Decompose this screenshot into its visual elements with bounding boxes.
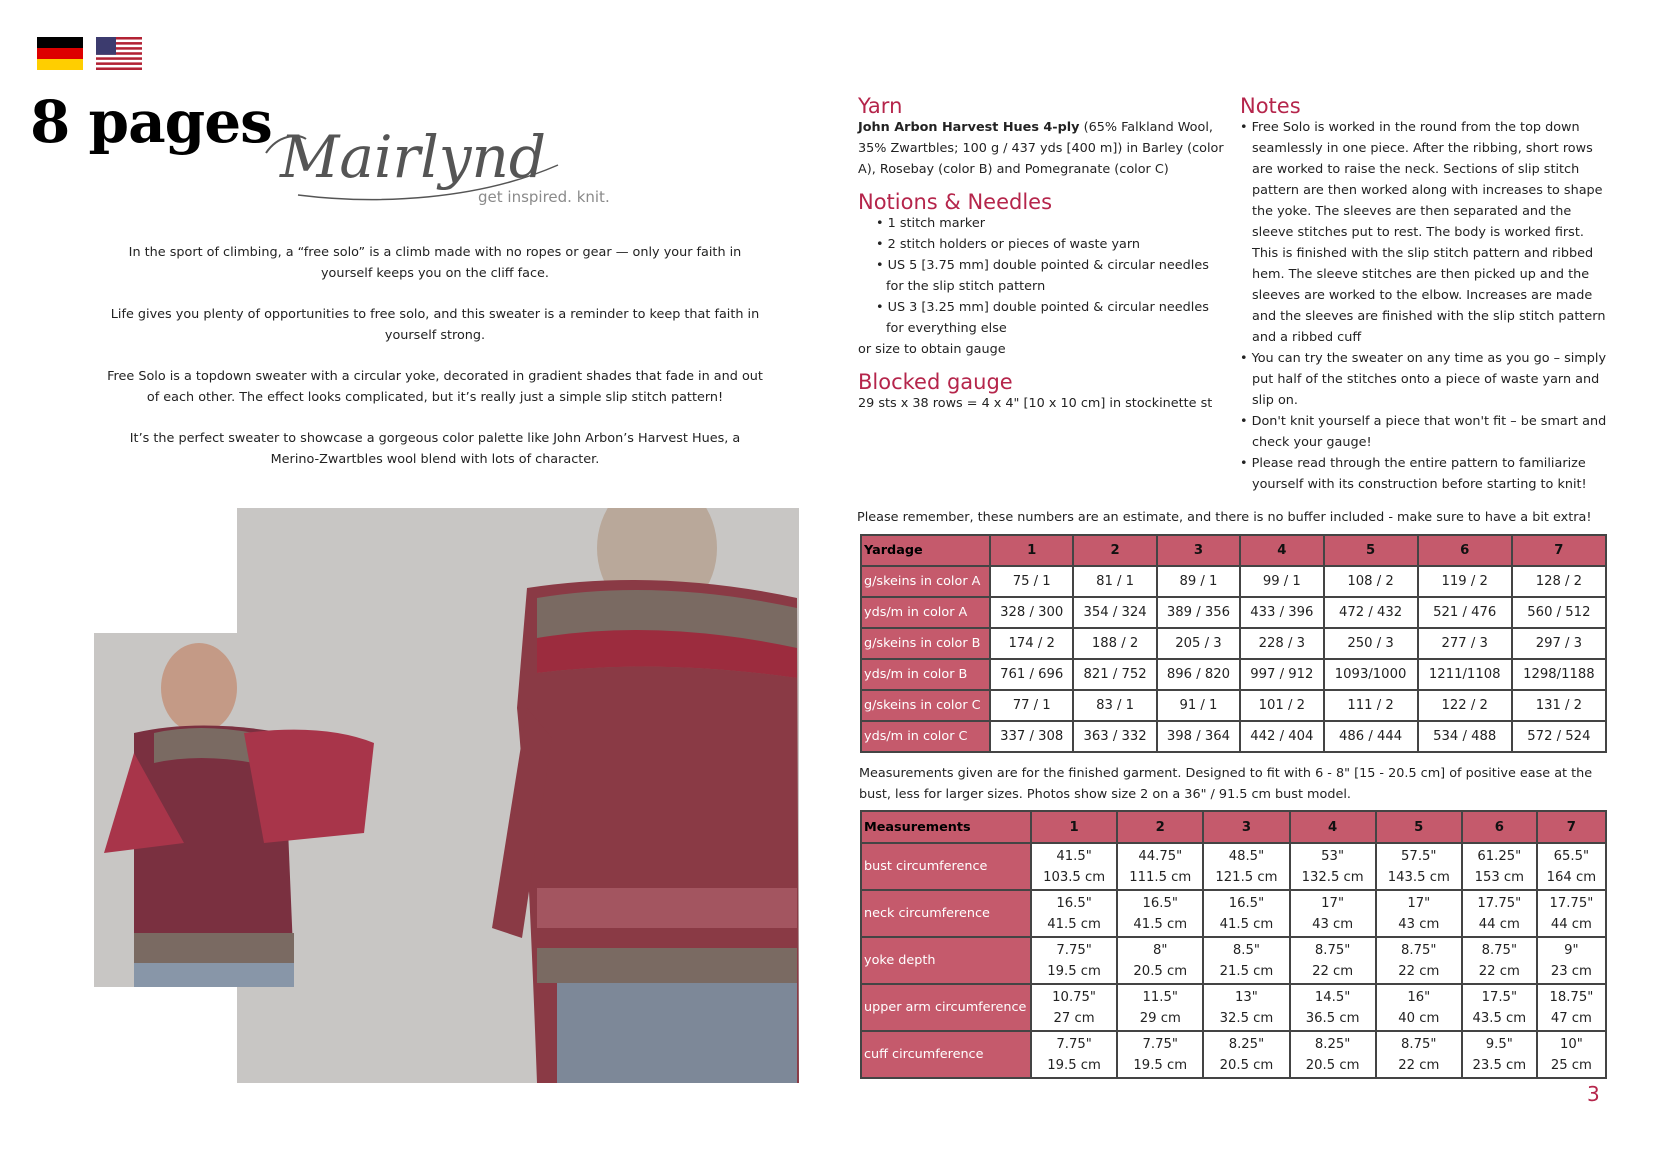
notions-heading: Notions & Needles xyxy=(858,190,1053,214)
table-cell: 277 / 3 xyxy=(1418,628,1512,659)
table-header-row xyxy=(861,811,1606,843)
table-cell xyxy=(1462,984,1537,1031)
row-label: yoke depth xyxy=(861,937,1031,984)
table-row xyxy=(861,690,1606,721)
table-cell xyxy=(1462,1031,1537,1078)
table-cell: 1298/1188 xyxy=(1512,659,1606,690)
table-row xyxy=(861,566,1606,597)
table-header-cell: 4 xyxy=(1240,535,1323,566)
table-cell: 572 / 524 xyxy=(1512,721,1606,752)
value-cm: 111.5 cm xyxy=(1129,869,1192,885)
table-cell xyxy=(1537,937,1606,984)
table-cell: 761 / 696 xyxy=(990,659,1073,690)
table-header-cell: 5 xyxy=(1376,811,1462,843)
value-cm: 23 cm xyxy=(1550,963,1592,979)
table-cell xyxy=(1376,937,1462,984)
table-cell: 99 / 1 xyxy=(1240,566,1323,597)
value-inches: 8.75" xyxy=(1401,1036,1437,1052)
value-inches: 16" xyxy=(1407,989,1431,1005)
notes-column xyxy=(1240,96,1610,495)
note-item: • Free Solo is worked in the round from the top down seamlessly in one piece. After the ribbing, short rows are worked to raise the neck. Sections of slip stitch pattern are then worked along with increases to shape the yoke. The sleeves are then separated and the sleeve stitches put to rest. The body is worked first. This is finished with the slip stitch pattern and ribbed hem. The sleeve stitches are then picked up and the sleeves are worked to the elbow. Increases are made and the sleeves are finished with the slip stitch pattern and a ribbed cuff xyxy=(1240,120,1606,345)
table-cell: 122 / 2 xyxy=(1418,690,1512,721)
value-inches: 10" xyxy=(1559,1036,1583,1052)
table-cell: 560 / 512 xyxy=(1512,597,1606,628)
table-header-cell: 1 xyxy=(990,535,1073,566)
table-cell xyxy=(1117,890,1203,937)
table-cell: 1211/1108 xyxy=(1418,659,1512,690)
table-cell xyxy=(1537,1031,1606,1078)
value-cm: 43 cm xyxy=(1398,916,1440,932)
table-cell: 77 / 1 xyxy=(990,690,1073,721)
value-inches: 8" xyxy=(1153,942,1168,958)
value-cm: 43 cm xyxy=(1312,916,1354,932)
table-cell: 128 / 2 xyxy=(1512,566,1606,597)
table-cell xyxy=(1031,984,1117,1031)
table-cell: 896 / 820 xyxy=(1157,659,1240,690)
table-cell xyxy=(1290,843,1376,890)
list-item: • US 3 [3.25 mm] double pointed & circular needles for everything else xyxy=(876,300,1209,336)
value-cm: 22 cm xyxy=(1478,963,1520,979)
table-cell: 250 / 3 xyxy=(1324,628,1418,659)
value-inches: 7.75" xyxy=(1056,942,1092,958)
table-header-cell: Measurements xyxy=(861,811,1031,843)
value-cm: 41.5 cm xyxy=(1219,916,1274,932)
gauge-text: 29 sts x 38 rows = 4 x 4" [10 x 10 cm] in stockinette st xyxy=(858,396,1213,411)
value-inches: 7.75" xyxy=(1142,1036,1178,1052)
table-header-cell: 1 xyxy=(1031,811,1117,843)
table-cell xyxy=(1031,1031,1117,1078)
value-inches: 11.5" xyxy=(1142,989,1178,1005)
table-cell: 389 / 356 xyxy=(1157,597,1240,628)
table-cell xyxy=(1117,937,1203,984)
materials-column xyxy=(858,96,1228,414)
notions-list xyxy=(876,213,1228,339)
table-cell: 91 / 1 xyxy=(1157,690,1240,721)
table-cell xyxy=(1462,843,1537,890)
value-cm: 23.5 cm xyxy=(1472,1057,1527,1073)
value-cm: 132.5 cm xyxy=(1301,869,1364,885)
table-header-cell: 6 xyxy=(1418,535,1512,566)
value-cm: 41.5 cm xyxy=(1133,916,1188,932)
table-header-cell: 5 xyxy=(1324,535,1418,566)
value-cm: 19.5 cm xyxy=(1133,1057,1188,1073)
intro-text xyxy=(105,242,765,490)
table-cell xyxy=(1537,843,1606,890)
value-inches: 16.5" xyxy=(1056,895,1092,911)
value-inches: 8.25" xyxy=(1228,1036,1265,1052)
list-item: • 1 stitch marker xyxy=(876,216,985,231)
row-label: yds/m in color C xyxy=(861,721,990,752)
value-inches: 9.5" xyxy=(1485,1036,1513,1052)
table-header-cell: 3 xyxy=(1203,811,1289,843)
table-cell xyxy=(1031,890,1117,937)
table-cell xyxy=(1031,843,1117,890)
table-cell: 89 / 1 xyxy=(1157,566,1240,597)
table-cell xyxy=(1290,890,1376,937)
table-cell: 997 / 912 xyxy=(1240,659,1323,690)
table-cell: 363 / 332 xyxy=(1073,721,1156,752)
table-cell xyxy=(1117,984,1203,1031)
notions-footer: or size to obtain gauge xyxy=(858,342,1006,357)
table-cell: 433 / 396 xyxy=(1240,597,1323,628)
value-inches: 8.25" xyxy=(1314,1036,1351,1052)
german-flag-icon[interactable] xyxy=(37,37,83,70)
table-cell xyxy=(1462,890,1537,937)
value-inches: 13" xyxy=(1235,989,1258,1005)
table-cell xyxy=(1203,890,1289,937)
table-cell: 297 / 3 xyxy=(1512,628,1606,659)
value-cm: 20.5 cm xyxy=(1133,963,1188,979)
value-inches: 18.75" xyxy=(1549,989,1594,1005)
table-cell: 108 / 2 xyxy=(1324,566,1418,597)
value-inches: 65.5" xyxy=(1553,848,1590,864)
value-cm: 21.5 cm xyxy=(1219,963,1274,979)
yarn-text xyxy=(858,117,1228,180)
gauge-heading: Blocked gauge xyxy=(858,370,1013,394)
table-cell: 131 / 2 xyxy=(1512,690,1606,721)
value-cm: 43.5 cm xyxy=(1472,1010,1527,1026)
table-row xyxy=(861,659,1606,690)
us-flag-icon[interactable] xyxy=(96,37,142,70)
list-item: • 2 stitch holders or pieces of waste yarn xyxy=(876,237,1141,252)
value-inches: 16.5" xyxy=(1142,895,1178,911)
row-label: g/skeins in color B xyxy=(861,628,990,659)
table-cell: 1093/1000 xyxy=(1324,659,1418,690)
table-cell xyxy=(1203,937,1289,984)
value-cm: 20.5 cm xyxy=(1305,1057,1360,1073)
table-cell xyxy=(1376,984,1462,1031)
note-item: • Don't knit yourself a piece that won't fit – be smart and check your gauge! xyxy=(1240,414,1607,450)
measurements-table xyxy=(860,810,1607,1079)
value-cm: 29 cm xyxy=(1139,1010,1181,1026)
value-inches: 8.75" xyxy=(1314,942,1351,958)
table-header-row xyxy=(861,535,1606,566)
value-cm: 121.5 cm xyxy=(1215,869,1278,885)
table-cell: 398 / 364 xyxy=(1157,721,1240,752)
table-cell xyxy=(1376,843,1462,890)
value-cm: 22 cm xyxy=(1398,1057,1440,1073)
table-cell xyxy=(1537,890,1606,937)
table-row xyxy=(861,937,1606,984)
value-inches: 16.5" xyxy=(1228,895,1265,911)
table-header-cell: 7 xyxy=(1537,811,1606,843)
value-inches: 53" xyxy=(1321,848,1345,864)
value-cm: 19.5 cm xyxy=(1047,963,1101,979)
value-cm: 19.5 cm xyxy=(1047,1057,1101,1073)
table-cell: 354 / 324 xyxy=(1073,597,1156,628)
note-item: • You can try the sweater on any time as you go – simply put half of the stitches onto a piece of waste yarn and slip on. xyxy=(1240,351,1607,408)
value-cm: 44 cm xyxy=(1550,916,1592,932)
table-cell xyxy=(1203,843,1289,890)
row-label: g/skeins in color C xyxy=(861,690,990,721)
table-cell xyxy=(1117,843,1203,890)
value-cm: 22 cm xyxy=(1312,963,1354,979)
notes-heading: Notes xyxy=(1240,94,1301,118)
table-cell: 442 / 404 xyxy=(1240,721,1323,752)
table-cell xyxy=(1376,1031,1462,1078)
value-inches: 8.75" xyxy=(1481,942,1518,958)
table-row xyxy=(861,890,1606,937)
row-label: bust circumference xyxy=(861,843,1031,890)
row-label: neck circumference xyxy=(861,890,1031,937)
table-cell xyxy=(1290,937,1376,984)
table-row xyxy=(861,597,1606,628)
intro-paragraph: Free Solo is a topdown sweater with a circular yoke, decorated in gradient shades that fade in and out of each other. The effect looks complicated, but it’s really just a simple slip stitch pattern! xyxy=(107,369,763,405)
value-inches: 41.5" xyxy=(1056,848,1092,864)
value-inches: 9" xyxy=(1564,942,1579,958)
table-row xyxy=(861,984,1606,1031)
value-inches: 61.25" xyxy=(1477,848,1522,864)
table-cell xyxy=(1462,937,1537,984)
value-cm: 164 cm xyxy=(1546,869,1597,885)
yardage-table xyxy=(860,534,1607,753)
table-cell xyxy=(1537,984,1606,1031)
table-cell: 534 / 488 xyxy=(1418,721,1512,752)
value-inches: 17" xyxy=(1407,895,1431,911)
row-label: upper arm circumference xyxy=(861,984,1031,1031)
table-cell: 119 / 2 xyxy=(1418,566,1512,597)
table-cell xyxy=(1203,1031,1289,1078)
table-row xyxy=(861,628,1606,659)
row-label: g/skeins in color A xyxy=(861,566,990,597)
table-cell: 188 / 2 xyxy=(1073,628,1156,659)
value-inches: 17.75" xyxy=(1549,895,1594,911)
table-cell: 205 / 3 xyxy=(1157,628,1240,659)
value-cm: 27 cm xyxy=(1053,1010,1095,1026)
value-inches: 48.5" xyxy=(1228,848,1265,864)
svg-text:Mairlynd: Mairlynd xyxy=(280,123,547,191)
row-label: cuff circumference xyxy=(861,1031,1031,1078)
table-header-cell: 3 xyxy=(1157,535,1240,566)
intro-paragraph: In the sport of climbing, a “free solo” is a climb made with no ropes or gear — only your faith in yourself keeps you on the cliff face. xyxy=(128,245,742,281)
value-cm: 47 cm xyxy=(1550,1010,1592,1026)
value-cm: 44 cm xyxy=(1478,916,1520,932)
value-cm: 36.5 cm xyxy=(1305,1010,1360,1026)
value-cm: 103.5 cm xyxy=(1043,869,1106,885)
value-inches: 57.5" xyxy=(1401,848,1437,864)
value-cm: 143.5 cm xyxy=(1387,869,1450,885)
yarn-heading: Yarn xyxy=(858,94,903,118)
table-header-cell: 4 xyxy=(1290,811,1376,843)
value-cm: 40 cm xyxy=(1398,1010,1440,1026)
table-header-cell: 6 xyxy=(1462,811,1537,843)
table-cell xyxy=(1290,984,1376,1031)
table-cell: 111 / 2 xyxy=(1324,690,1418,721)
value-inches: 8.5" xyxy=(1232,942,1260,958)
value-inches: 8.75" xyxy=(1401,942,1437,958)
table-cell: 472 / 432 xyxy=(1324,597,1418,628)
table-cell: 228 / 3 xyxy=(1240,628,1323,659)
table-cell: 75 / 1 xyxy=(990,566,1073,597)
table-cell xyxy=(1203,984,1289,1031)
value-inches: 17.5" xyxy=(1481,989,1518,1005)
table-header-cell: 2 xyxy=(1117,811,1203,843)
value-cm: 41.5 cm xyxy=(1047,916,1101,932)
table-cell: 174 / 2 xyxy=(990,628,1073,659)
value-inches: 17.75" xyxy=(1477,895,1522,911)
sweater-photo-small xyxy=(94,633,448,987)
page-number: 3 xyxy=(1587,1082,1600,1106)
table-cell: 81 / 1 xyxy=(1073,566,1156,597)
value-inches: 14.5" xyxy=(1314,989,1351,1005)
table-header-cell: Yardage xyxy=(861,535,990,566)
table-row xyxy=(861,1031,1606,1078)
value-cm: 25 cm xyxy=(1550,1057,1592,1073)
page-title: 8 pages xyxy=(30,88,272,156)
value-cm: 153 cm xyxy=(1474,869,1525,885)
yardage-note: Please remember, these numbers are an estimate, and there is no buffer included - make sure to have a bit extra! xyxy=(857,510,1592,525)
table-cell: 337 / 308 xyxy=(990,721,1073,752)
table-cell xyxy=(1290,1031,1376,1078)
table-cell: 328 / 300 xyxy=(990,597,1073,628)
intro-paragraph: Life gives you plenty of opportunities to free solo, and this sweater is a reminder to keep that faith in yourself strong. xyxy=(110,307,760,343)
table-cell: 821 / 752 xyxy=(1073,659,1156,690)
table-row xyxy=(861,721,1606,752)
table-cell: 486 / 444 xyxy=(1324,721,1418,752)
table-cell xyxy=(1117,1031,1203,1078)
measurements-note: Measurements given are for the finished garment. Designed to fit with 6 - 8" [15 - 20.5 cm] of positive ease at the bust, less for larger sizes. Photos show size 2 on a 36" / 91.5 cm bust model. xyxy=(859,766,1593,802)
row-label: yds/m in color B xyxy=(861,659,990,690)
value-inches: 7.75" xyxy=(1056,1036,1092,1052)
list-item: • US 5 [3.75 mm] double pointed & circular needles for the slip stitch pattern xyxy=(876,258,1209,294)
row-label: yds/m in color A xyxy=(861,597,990,628)
value-inches: 10.75" xyxy=(1052,989,1096,1005)
value-cm: 20.5 cm xyxy=(1219,1057,1274,1073)
value-cm: 22 cm xyxy=(1398,963,1440,979)
value-cm: 32.5 cm xyxy=(1219,1010,1274,1026)
table-cell: 101 / 2 xyxy=(1240,690,1323,721)
table-cell: 521 / 476 xyxy=(1418,597,1512,628)
table-header-cell: 7 xyxy=(1512,535,1606,566)
yarn-desc: (65% Falkland Wool, 35% Zwartbles; 100 g / 437 yds [400 m]) in Barley (color A), Rosebay (color B) and Pomegranate (color C) xyxy=(858,120,1224,177)
table-cell: 83 / 1 xyxy=(1073,690,1156,721)
table-row xyxy=(861,843,1606,890)
table-cell xyxy=(1376,890,1462,937)
value-inches: 17" xyxy=(1321,895,1345,911)
intro-paragraph: It’s the perfect sweater to showcase a gorgeous color palette like John Arbon’s Harvest Hues, a Merino-Zwartbles wool blend with lots of character. xyxy=(129,431,741,467)
table-cell xyxy=(1031,937,1117,984)
table-header-cell: 2 xyxy=(1073,535,1156,566)
value-inches: 44.75" xyxy=(1138,848,1183,864)
tagline: get inspired. knit. xyxy=(478,188,610,206)
note-item: • Please read through the entire pattern to familiarize yourself with its construction before starting to knit! xyxy=(1240,456,1587,492)
yarn-name: John Arbon Harvest Hues 4-ply xyxy=(858,120,1080,135)
